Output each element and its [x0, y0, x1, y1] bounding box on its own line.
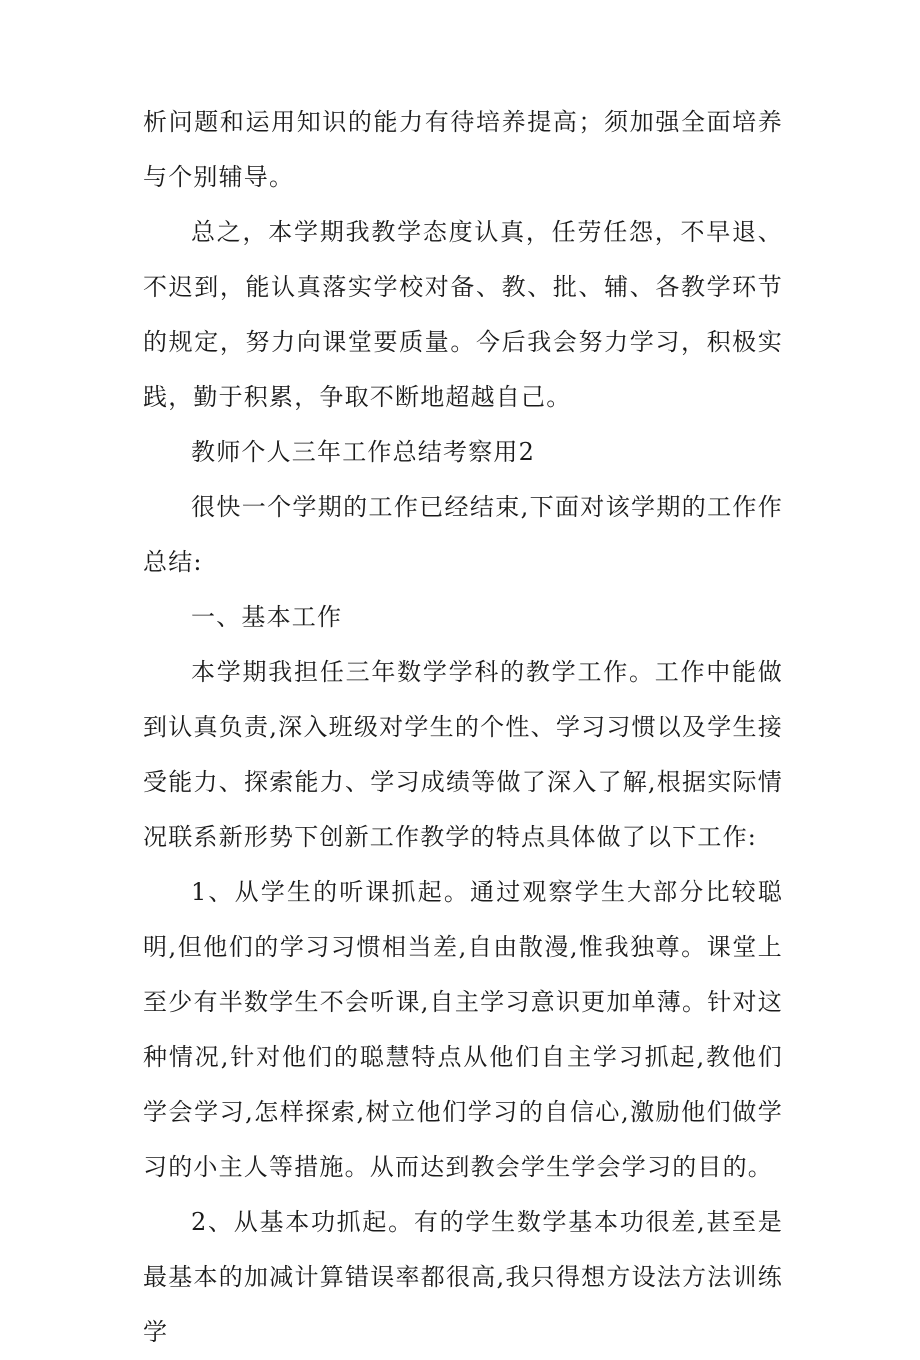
- paragraph-1: 析问题和运用知识的能力有待培养提高；须加强全面培养与个别辅导。: [143, 108, 783, 191]
- document-body: [143, 95, 783, 1360]
- paragraph-item-2: 2、从基本功抓起。有的学生数学基本功很差,甚至是最基本的加减计算错误率都很高,我只得想方设法方法训练学: [143, 1208, 783, 1346]
- paragraph-basic-work: 本学期我担任三年数学学科的教学工作。工作中能做到认真负责,深入班级对学生的个性、学习习惯以及学生接受能力、探索能力、学习成绩等做了深入了解,根据实际情况联系新形势下创新工作教学的特点具体做了以下工作:: [143, 658, 783, 851]
- section-title: 教师个人三年工作总结考察用2: [191, 438, 536, 466]
- paragraph-2: 总之，本学期我教学态度认真，任劳任怨，不早退、不迟到，能认真落实学校对备、教、批、辅、各教学环节的规定，努力向课堂要质量。今后我会努力学习，积极实践，勤于积累，争取不断地超越自己。: [143, 218, 783, 411]
- heading-basic-work: 一、基本工作: [191, 603, 343, 631]
- paragraph-item-1: 1、从学生的听课抓起。通过观察学生大部分比较聪明,但他们的学习习惯相当差,自由散漫,惟我独尊。课堂上至少有半数学生不会听课,自主学习意识更加单薄。针对这种情况,针对他们的聪慧特点从他们自主学习抓起,教他们学会学习,怎样探索,树立他们学习的自信心,激励他们做学习的小主人等措施。从而达到教会学生学会学习的目的。: [143, 878, 783, 1181]
- paragraph-intro: 很快一个学期的工作已经结束,下面对该学期的工作作总结:: [143, 493, 783, 576]
